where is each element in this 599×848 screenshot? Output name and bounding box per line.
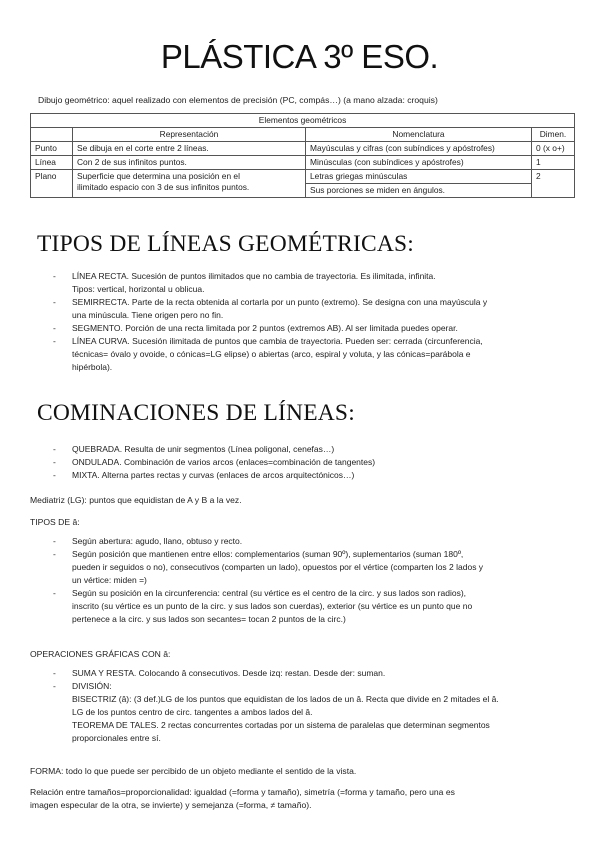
angle-types-list	[30, 535, 590, 626]
list-item: - QUEBRADA. Resulta de unir segmentos (Línea poligonal, cenefas…)	[53, 444, 335, 454]
operations-list	[30, 667, 590, 745]
bullet-dash: -	[53, 336, 56, 346]
mediatriz-text: Mediatriz (LG): puntos que equidistan de A y B a la vez.	[30, 495, 242, 505]
line-types-list	[30, 270, 590, 374]
relation-text-line2: imagen especular de la otra, se invierte) y semejanza (=forma, ≠ tamaño).	[30, 800, 312, 810]
operations-label: OPERACIONES GRÁFICAS CON â:	[30, 649, 171, 659]
table-cell	[73, 170, 306, 198]
bullet-dash: -	[53, 536, 56, 546]
list-item: - Según su posición en la circunferencia: central (su vértice es el centro de la circ. y sus lados son radios), inscrito (su vértice es un punto de la circ. y sus lados son cuerdas), exterior (su vértice es un punto que no pertenece a la circ. y sus lados son secantes= tocan 2 puntos de la circ.)	[53, 588, 473, 624]
list-item: - LÍNEA CURVA. Sucesión ilimitada de puntos que cambia de trayectoria. Pueden ser: cerrada (circunferencia, técnicas= óvalo y ovoide, o cónicas=LG elipse) o abiertas (arco, espiral y voluta, y las cónicas=parábola e hipérbola).	[53, 336, 483, 372]
bullet-dash: -	[53, 444, 56, 454]
bullet-dash: -	[53, 297, 56, 307]
table-cell: Se dibuja en el corte entre 2 líneas.	[73, 142, 306, 156]
table-cell-line: ilimitado espacio con 3 de sus infinitos puntos.	[77, 182, 250, 192]
table-cell: Punto	[31, 142, 73, 156]
section-heading-combinations: COMINACIONES DE LÍNEAS:	[37, 400, 355, 426]
table-row	[31, 142, 575, 156]
table-cell: Sus porciones se miden en ángulos.	[306, 184, 532, 198]
bullet-dash: -	[53, 549, 56, 559]
list-item: - SEMIRRECTA. Parte de la recta obtenida al cortarla por un punto (extremo). Se designa con una mayúscula y una minúscula. Tiene origen pero no fin.	[53, 297, 488, 320]
bullet-dash: -	[53, 470, 56, 480]
elements-table	[30, 113, 575, 198]
section-heading-lines: TIPOS DE LÍNEAS GEOMÉTRICAS:	[37, 231, 415, 257]
bullet-dash: -	[53, 457, 56, 467]
table-row	[31, 156, 575, 170]
table-header: Representación	[73, 128, 306, 142]
table-cell: Letras griegas minúsculas	[306, 170, 532, 184]
table-cell: Con 2 de sus infinitos puntos.	[73, 156, 306, 170]
bullet-dash: -	[53, 681, 56, 691]
combinations-list	[30, 443, 590, 482]
list-item: - Según abertura: agudo, llano, obtuso y recto.	[53, 536, 243, 546]
table-header-row	[31, 128, 575, 142]
table-cell: Minúsculas (con subíndices y apóstrofes)	[306, 156, 532, 170]
table-caption-row	[31, 114, 575, 128]
table-cell: Línea	[31, 156, 73, 170]
table-cell: Plano	[31, 170, 73, 198]
table-cell: 0 (x o+)	[532, 142, 575, 156]
angle-types-label: TIPOS DE â:	[30, 517, 80, 527]
list-item: - ONDULADA. Combinación de varios arcos (enlaces=combinación de tangentes)	[53, 457, 376, 467]
list-item: - SEGMENTO. Porción de una recta limitada por 2 puntos (extremos AB). Al ser limitada puedes operar.	[53, 323, 458, 333]
table-header: Dimen.	[532, 128, 575, 142]
table-cell: 2	[532, 170, 575, 198]
bullet-dash: -	[53, 271, 56, 281]
table-cell: Mayúsculas y cifras (con subíndices y apóstrofes)	[306, 142, 532, 156]
intro-text: Dibujo geométrico: aquel realizado con elementos de precisión (PC, compás…) (a mano alzada: croquis)	[38, 95, 438, 105]
table-cell-line: Superficie que determina una posición en el	[77, 171, 240, 181]
table-cell: 1	[532, 156, 575, 170]
list-item: - LÍNEA RECTA. Sucesión de puntos ilimitados que no cambia de trayectoria. Es ilimitada, infinita. Tipos: vertical, horizontal u oblicua.	[53, 271, 436, 294]
bullet-dash: -	[53, 588, 56, 598]
list-item: - SUMA Y RESTA. Colocando â consecutivos. Desde izq: restan. Desde der: suman.	[53, 668, 386, 678]
table-row	[31, 170, 575, 184]
table-caption: Elementos geométricos	[31, 114, 575, 128]
page-title: PLÁSTICA 3º ESO.	[160, 38, 439, 75]
list-item: - MIXTA. Alterna partes rectas y curvas (enlaces de arcos arquitectónicos…)	[53, 470, 355, 480]
forma-text: FORMA: todo lo que puede ser percibido de un objeto mediante el sentido de la vista.	[30, 766, 357, 776]
bullet-dash: -	[53, 668, 56, 678]
list-item: - DIVISIÓN: BISECTRIZ (â): (3 def.)LG de los puntos que equidistan de los lados de un â. Recta que divide en 2 mitades el â. LG de los puntos centro de circ. tangentes a ambos lados del â. TEOREMA DE TALES. 2 rectas concurrentes cortadas por un sistema de paralelas que determinan segmentos proporcionales entre sí.	[53, 681, 499, 743]
relation-text-line1: Relación entre tamaños=proporcionalidad: igualdad (=forma y tamaño), simetría (=forma y tamaño, pero una es	[30, 787, 455, 797]
bullet-dash: -	[53, 323, 56, 333]
list-item: - Según posición que mantienen entre ellos: complementarios (suman 90º), suplementarios (suman 180º, pueden ir seguidos o no), consecutivos (comparten un lado), opuestos por el vértice (comparten los 2 lados y un vértice: miden =)	[53, 549, 484, 585]
table-header: Nomenclatura	[306, 128, 532, 142]
